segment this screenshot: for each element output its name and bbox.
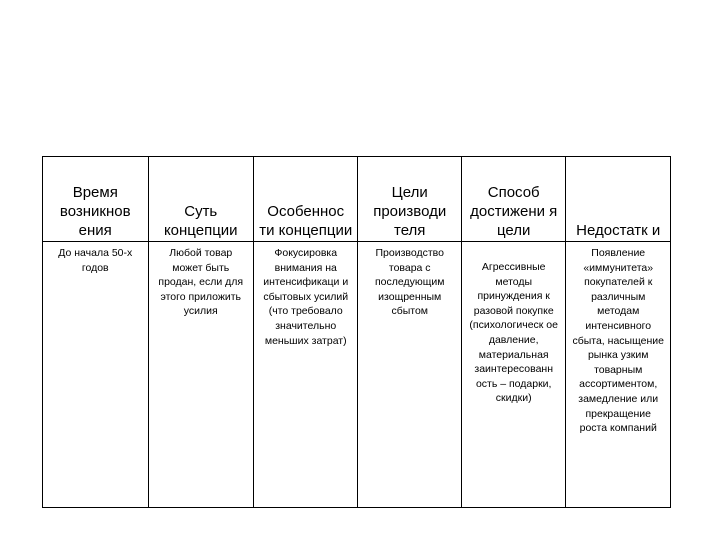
cell-means-of-achieving-goal: Агрессивные методы принуждения к разовой покупке (психологическ ое давление, материальная заинтересованн ость – подарки, скидки) bbox=[461, 242, 565, 508]
cell-producer-goals: Производство товара с последующим изощренным сбытом bbox=[358, 242, 461, 508]
header-concept-features: Особеннос ти концепции bbox=[254, 157, 358, 242]
header-time-of-origin: Время возникнов ения bbox=[43, 157, 149, 242]
cell-time-of-origin: До начала 50-х годов bbox=[43, 242, 149, 508]
table-header-row bbox=[43, 157, 671, 242]
header-concept-essence: Суть концепции bbox=[148, 157, 254, 242]
cell-shortcomings: Появление «иммунитета» покупателей к различным методам интенсивного сбыта, насыщение рынка узким товарным ассортиментом, замедление или прекращение роста компаний bbox=[566, 242, 671, 508]
header-means-of-achieving-goal: Способ достижени я цели bbox=[461, 157, 565, 242]
concept-table bbox=[42, 156, 671, 508]
cell-concept-essence: Любой товар может быть продан, если для этого приложить усилия bbox=[148, 242, 254, 508]
header-shortcomings: Недостатк и bbox=[566, 157, 671, 242]
header-producer-goals: Цели производи теля bbox=[358, 157, 461, 242]
table-row bbox=[43, 242, 671, 508]
cell-concept-features: Фокусировка внимания на интенсификаци и сбытовых усилий (что требовало значительно меньших затрат) bbox=[254, 242, 358, 508]
